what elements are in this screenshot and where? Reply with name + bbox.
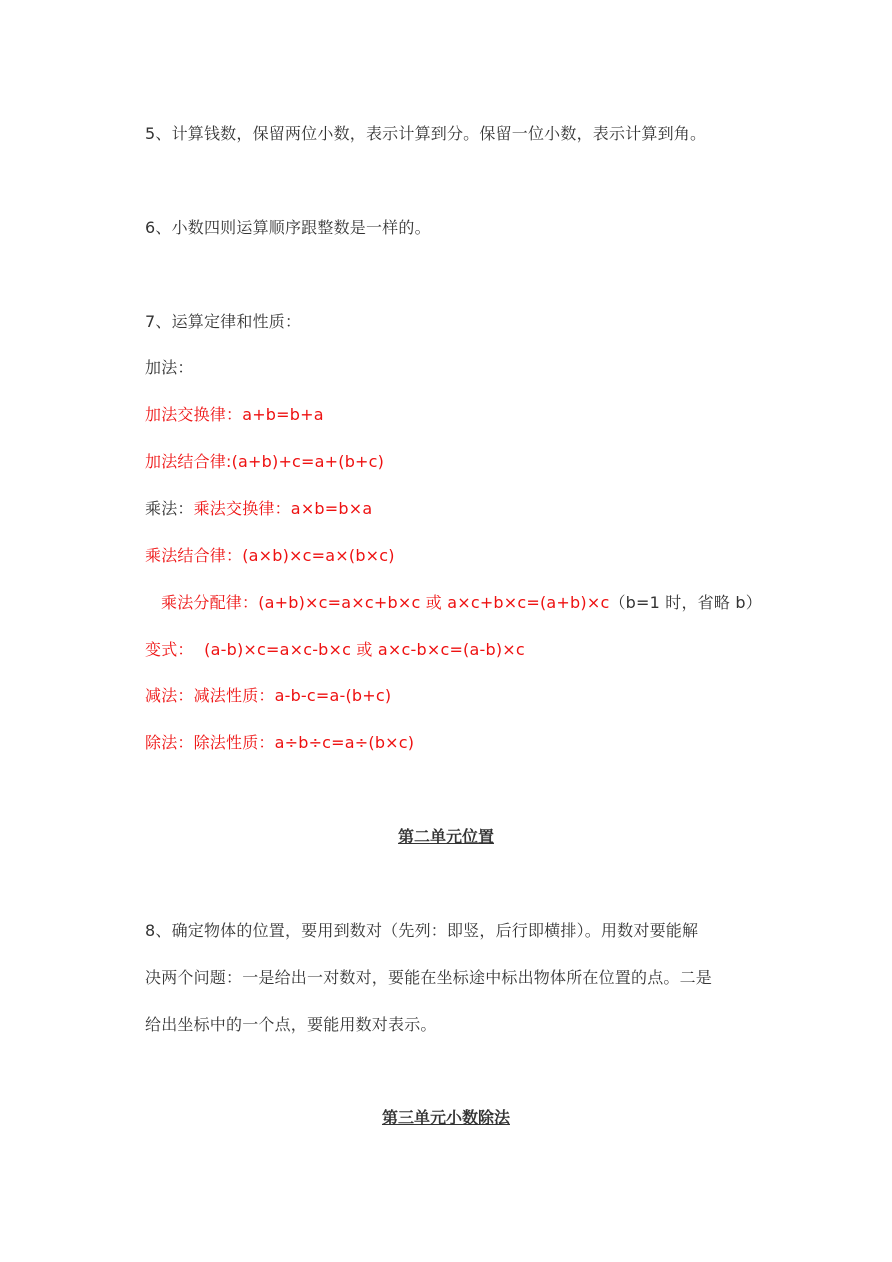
addition-commutative-law: 加法交换律：a+b=b+a	[145, 405, 324, 424]
multiplication-associative-law: 乘法结合律：(a×b)×c=a×(b×c)	[145, 546, 395, 565]
addition-label: 加法：	[145, 358, 194, 377]
multiplication-label: 乘法：	[145, 499, 194, 518]
subtraction-property: 减法：减法性质：a-b-c=a-(b+c)	[145, 686, 392, 705]
multiplication-distributive-law: 乘法分配律：(a+b)×c=a×c+b×c 或 a×c+b×c=(a+b)×c	[161, 593, 610, 612]
addition-associative-law: 加法结合律:(a+b)+c=a+(b+c)	[145, 452, 385, 471]
variant-formula: 变式： (a-b)×c=a×c-b×c 或 a×c-b×c=(a-b)×c	[145, 640, 525, 659]
distributive-note: （b=1 时，省略 b）	[609, 593, 762, 612]
paragraph-8-line-1: 8、确定物体的位置，要用到数对（先列：即竖，后行即横排）。用数对要能解	[145, 921, 699, 940]
multiplication-commutative-row	[145, 499, 372, 519]
paragraph-8-line-2: 决两个问题：一是给出一对数对，要能在坐标途中标出物体所在位置的点。二是	[145, 968, 713, 987]
paragraph-5: 5、计算钱数，保留两位小数，表示计算到分。保留一位小数，表示计算到角。	[145, 124, 707, 143]
multiplication-distributive-row	[161, 593, 762, 613]
paragraph-8-line-3: 给出坐标中的一个点，要能用数对表示。	[145, 1015, 437, 1034]
paragraph-7: 7、运算定律和性质：	[145, 312, 302, 331]
division-property: 除法：除法性质：a÷b÷c=a÷(b×c)	[145, 733, 415, 752]
multiplication-commutative-law: 乘法交换律：a×b=b×a	[193, 499, 373, 518]
paragraph-6: 6、小数四则运算顺序跟整数是一样的。	[145, 218, 431, 237]
unit-2-heading: 第二单元位置	[397, 827, 494, 846]
unit-3-heading: 第三单元小数除法	[381, 1108, 510, 1127]
